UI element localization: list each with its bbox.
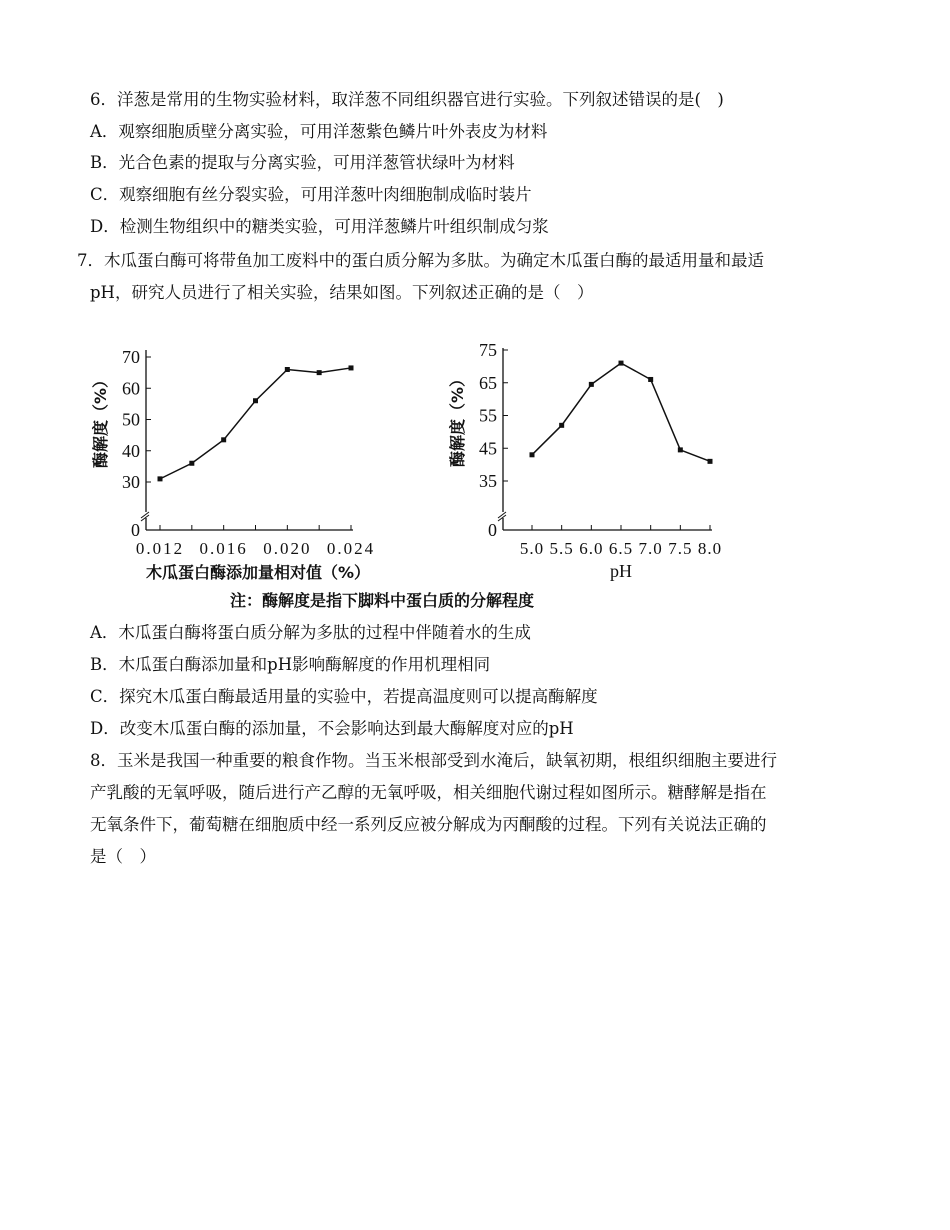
data-point (317, 370, 322, 375)
q6-option-b: B．光合色素的提取与分离实验，可用洋葱管状绿叶为材料 (90, 153, 515, 172)
figure-note: 注：酶解度是指下脚料中蛋白质的分解程度 (230, 591, 535, 610)
x-tick-label: 8.0 (697, 539, 723, 558)
x-tick-label: 7.5 (668, 539, 693, 558)
q7-option-d: D．改变木瓜蛋白酶的添加量，不会影响达到最大酶解度对应的pH (90, 719, 574, 738)
data-point (349, 365, 354, 370)
y-tick-label: 60 (122, 378, 140, 399)
x-tick-label: 6.5 (608, 539, 634, 558)
y-tick-label: 45 (479, 438, 497, 459)
q8-stem-line: 是（ ） (90, 847, 156, 866)
data-point (158, 476, 163, 481)
data-point (648, 377, 653, 382)
x-axis-label: 木瓜蛋白酶添加量相对值（%） (145, 563, 371, 582)
y-axis-label: 酶解度（%） (91, 371, 110, 469)
q6-option-a: A．观察细胞质壁分离实验，可用洋葱紫色鳞片叶外表皮为材料 (90, 122, 548, 141)
q7-option-b: B．木瓜蛋白酶添加量和pH影响酶解度的作用机理相同 (90, 655, 491, 674)
y-tick-label: 40 (122, 440, 140, 461)
q7-stem-line: pH，研究人员进行了相关实验，结果如图。下列叙述正确的是（ ） (90, 283, 594, 302)
data-point (285, 367, 290, 372)
y-tick-label: 0 (488, 520, 497, 540)
q8-stem-line: 产乳酸的无氧呼吸，随后进行产乙醇的无氧呼吸，相关细胞代谢过程如图所示。糖酵解是指在 (90, 783, 767, 802)
y-axis-label: 酶解度（%） (448, 370, 467, 468)
q6-option-c: C．观察细胞有丝分裂实验，可用洋葱叶肉细胞制成临时装片 (90, 185, 532, 204)
series-line (532, 363, 710, 461)
x-tick-label: 6.0 (579, 539, 604, 558)
data-point (189, 461, 194, 466)
y-tick-label: 65 (479, 372, 497, 393)
x-axis-label: pH (610, 561, 632, 581)
q8-stem-line: 无氧条件下，葡萄糖在细胞质中经一系列反应被分解成为丙酮酸的过程。下列有关说法正确的 (90, 815, 767, 834)
y-tick-label: 75 (479, 340, 497, 360)
x-tick-label: 0.016 (199, 539, 248, 558)
data-point (589, 382, 594, 387)
data-point (221, 437, 226, 442)
x-tick-label: 7.0 (638, 539, 663, 558)
q7-stem-line: 7．木瓜蛋白酶可将带鱼加工废料中的蛋白质分解为多肽。为确定木瓜蛋白酶的最适用量和最适 (77, 251, 764, 270)
y-tick-label: 50 (122, 409, 140, 430)
x-tick-label: 0.020 (263, 539, 312, 558)
y-tick-label: 55 (479, 405, 497, 426)
data-point (619, 361, 624, 366)
y-tick-label: 70 (122, 347, 140, 367)
q6-stem: 6．洋葱是常用的生物实验材料，取洋葱不同组织器官进行实验。下列叙述错误的是( ) (90, 90, 724, 109)
q8-stem-line: 8．玉米是我国一种重要的粮食作物。当玉米根部受到水淹后，缺氧初期，根组织细胞主要进行 (90, 751, 777, 770)
x-tick-label: 0.024 (326, 539, 376, 558)
data-point (559, 423, 564, 428)
x-tick-label: 5.0 (519, 539, 545, 558)
q7-option-a: A．木瓜蛋白酶将蛋白质分解为多肽的过程中伴随着水的生成 (90, 623, 531, 642)
q7-option-c: C．探究木瓜蛋白酶最适用量的实验中，若提高温度则可以提高酶解度 (90, 687, 598, 706)
y-tick-label: 0 (131, 520, 140, 540)
data-point (253, 398, 258, 403)
data-point (708, 459, 713, 464)
data-point (678, 447, 683, 452)
y-tick-label: 30 (122, 472, 140, 492)
x-tick-label: 5.5 (549, 539, 574, 558)
x-tick-label: 0.012 (135, 539, 185, 558)
series-line (160, 368, 351, 479)
q6-option-d: D．检测生物组织中的糖类实验，可用洋葱鳞片叶组织制成匀浆 (90, 217, 549, 236)
q7-figure (0, 330, 950, 590)
y-tick-label: 35 (479, 471, 497, 491)
data-point (530, 452, 535, 457)
